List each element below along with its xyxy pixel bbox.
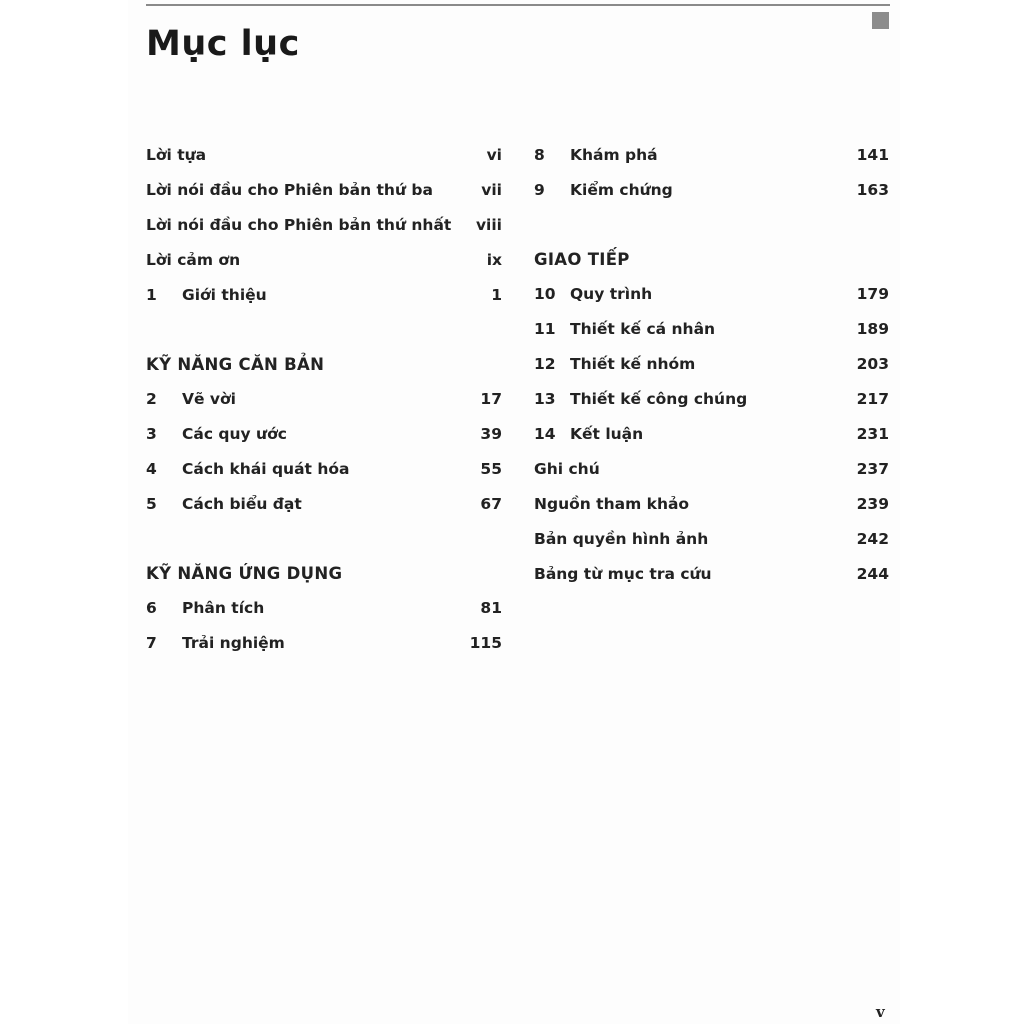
toc-entry [534, 382, 889, 417]
entry-title: Thiết kế cá nhân [570, 320, 716, 338]
toc-entry [534, 417, 889, 452]
entry-title: Quy trình [570, 285, 653, 303]
toc-entry [534, 557, 889, 592]
entry-page-number: 242 [856, 530, 889, 548]
chapter-number: 6 [146, 599, 157, 617]
toc-entry [534, 138, 889, 173]
toc-entry [534, 312, 889, 347]
toc-entry [146, 487, 502, 522]
section-heading-text: GIAO TIẾP [534, 250, 630, 269]
entry-title: Cách khái quát hóa [182, 460, 350, 478]
entry-page-number: 55 [480, 460, 502, 478]
chapter-number: 10 [534, 285, 556, 303]
entry-page-number: 231 [856, 425, 889, 443]
entry-page-number: 189 [856, 320, 889, 338]
chapter-number: 14 [534, 425, 556, 443]
entry-title: Lời cảm ơn [146, 251, 241, 269]
entry-page-number: vi [486, 146, 502, 164]
chapter-number: 8 [534, 146, 545, 164]
entry-page-number: vii [481, 181, 502, 199]
entry-page-number: 179 [856, 285, 889, 303]
toc-right-column [534, 138, 889, 592]
entry-page-number: 67 [480, 495, 502, 513]
entry-title: Kết luận [570, 425, 644, 443]
entry-title: Bản quyền hình ảnh [534, 530, 709, 548]
chapter-number: 13 [534, 390, 556, 408]
toc-entry [146, 591, 502, 626]
section-heading-text: KỸ NĂNG ỨNG DỤNG [146, 564, 343, 583]
entry-title: Cách biểu đạt [182, 495, 302, 513]
page-title: Mục lục [146, 24, 300, 64]
chapter-number: 4 [146, 460, 157, 478]
toc-entry [534, 452, 889, 487]
toc-entry [146, 382, 502, 417]
entry-title: Ghi chú [534, 460, 600, 478]
toc-entry [534, 173, 889, 208]
chapter-number: 5 [146, 495, 157, 513]
toc-entry [534, 277, 889, 312]
corner-square-mark [872, 12, 889, 29]
section-spacer [146, 313, 502, 347]
entry-page-number: 237 [856, 460, 889, 478]
toc-entry [146, 452, 502, 487]
entry-title: Vẽ vời [182, 390, 236, 408]
chapter-number: 12 [534, 355, 556, 373]
entry-page-number: 17 [480, 390, 502, 408]
chapter-number: 7 [146, 634, 157, 652]
section-heading-text: KỸ NĂNG CĂN BẢN [146, 355, 325, 374]
entry-title: Lời nói đầu cho Phiên bản thứ nhất [146, 216, 452, 234]
toc-entry [146, 208, 502, 243]
entry-title: Thiết kế công chúng [570, 390, 748, 408]
toc-entry [146, 417, 502, 452]
section-spacer [146, 522, 502, 556]
toc-section-heading [534, 242, 889, 277]
entry-page-number: 115 [469, 634, 502, 652]
entry-title: Kiểm chứng [570, 181, 673, 199]
chapter-number: 11 [534, 320, 556, 338]
toc-section-heading [146, 556, 502, 591]
entry-title: Các quy ước [182, 425, 287, 443]
toc-entry [534, 487, 889, 522]
toc-entry [534, 347, 889, 382]
entry-page-number: 217 [856, 390, 889, 408]
entry-title: Giới thiệu [182, 286, 267, 304]
entry-page-number: 1 [491, 286, 502, 304]
chapter-number: 2 [146, 390, 157, 408]
entry-title: Phân tích [182, 599, 265, 617]
chapter-number: 9 [534, 181, 545, 199]
entry-page-number: 141 [856, 146, 889, 164]
entry-title: Khám phá [570, 146, 658, 164]
entry-title: Thiết kế nhóm [570, 355, 696, 373]
toc-entry [146, 243, 502, 278]
entry-page-number: 244 [856, 565, 889, 583]
entry-title: Nguồn tham khảo [534, 495, 690, 513]
chapter-number: 1 [146, 286, 157, 304]
toc-entry [534, 522, 889, 557]
toc-entry [146, 278, 502, 313]
entry-title: Lời tựa [146, 146, 207, 164]
entry-page-number: 203 [856, 355, 889, 373]
entry-title: Lời nói đầu cho Phiên bản thứ ba [146, 181, 433, 199]
section-spacer [534, 208, 889, 242]
toc-left-column [146, 138, 502, 661]
entry-page-number: 39 [480, 425, 502, 443]
entry-page-number: ix [486, 251, 502, 269]
toc-entry [146, 138, 502, 173]
entry-page-number: viii [475, 216, 502, 234]
entry-page-number: 163 [856, 181, 889, 199]
entry-page-number: 239 [856, 495, 889, 513]
page-folio: v [876, 1003, 885, 1021]
toc-entry [146, 173, 502, 208]
entry-title: Trải nghiệm [182, 634, 285, 652]
entry-page-number: 81 [480, 599, 502, 617]
top-rule [146, 4, 890, 6]
toc-entry [146, 626, 502, 661]
chapter-number: 3 [146, 425, 157, 443]
entry-title: Bảng từ mục tra cứu [534, 565, 712, 583]
toc-section-heading [146, 347, 502, 382]
